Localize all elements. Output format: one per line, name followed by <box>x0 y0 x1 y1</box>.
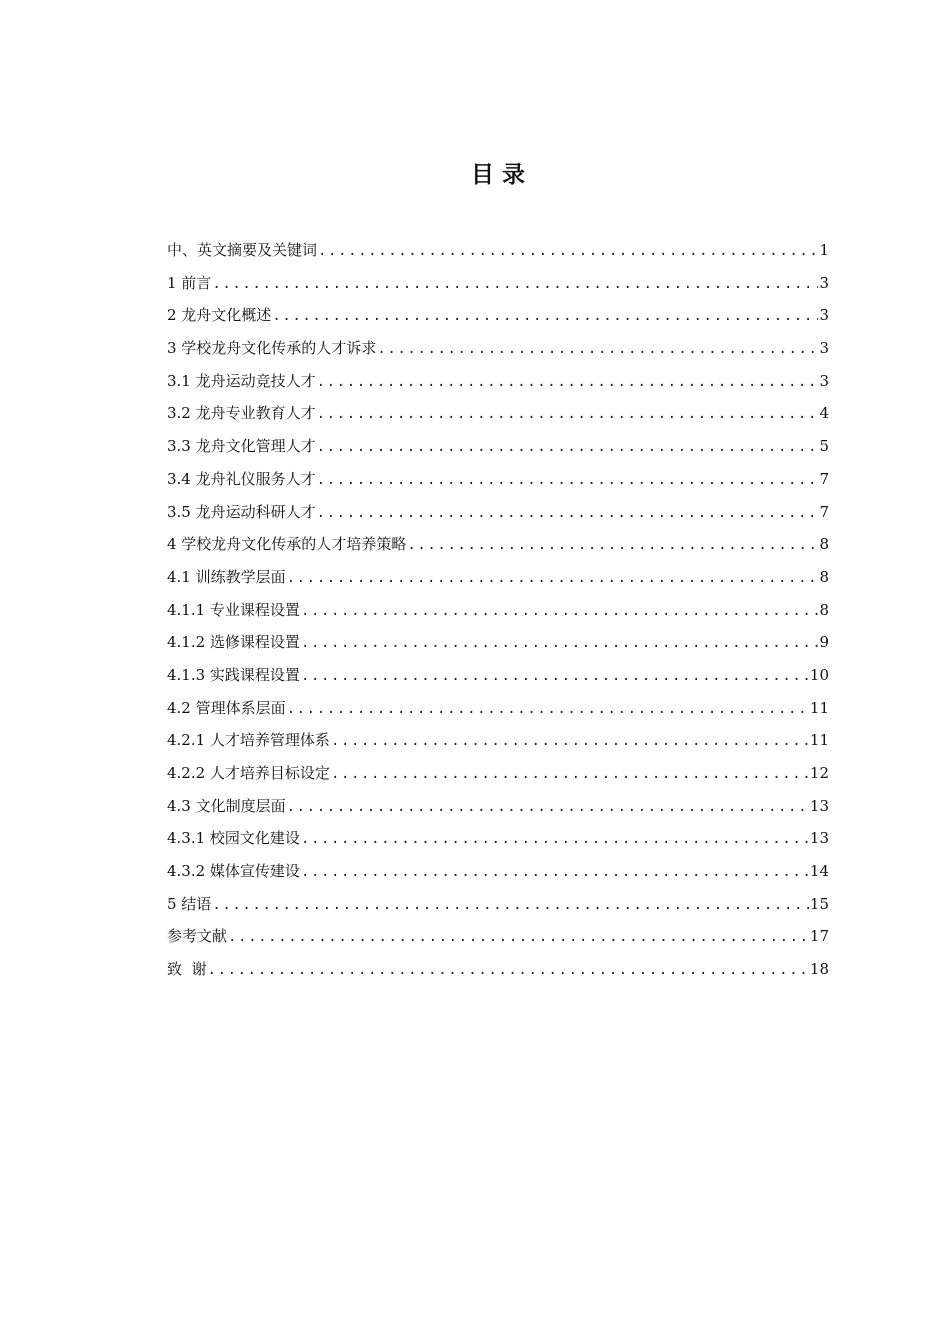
toc-entry-label: 4.1 训练教学层面 <box>167 567 286 586</box>
toc-entry[interactable] <box>167 628 829 661</box>
toc-dot-leader <box>227 923 809 951</box>
toc-dot-leader <box>211 891 809 919</box>
toc-entry-label: 4.2.2 人才培养目标设定 <box>167 764 330 782</box>
toc-entry-label: 4.1.2 选修课程设置 <box>167 633 300 652</box>
toc-dot-leader <box>316 466 819 494</box>
toc-entry-page-number: 15 <box>809 894 829 913</box>
toc-entry-label: 1 前言 <box>167 273 212 292</box>
toc-entry-label: 致 谢 <box>167 960 207 979</box>
toc-entry-label: 4.1.3 实践课程设置 <box>167 665 300 684</box>
toc-entry-label: 4 学校龙舟文化传承的人才培养策略 <box>167 535 407 554</box>
toc-entry[interactable] <box>167 890 829 923</box>
toc-dot-leader <box>406 531 818 559</box>
toc-entry[interactable] <box>167 824 829 857</box>
toc-entry-label: 2 龙舟文化概述 <box>167 306 272 325</box>
toc-entry-page-number: 12 <box>809 764 829 782</box>
toc-entry-label: 参考文献 <box>167 927 228 946</box>
toc-entry-page-number: 7 <box>819 502 829 521</box>
toc-entry-page-number: 11 <box>809 698 829 717</box>
toc-entry[interactable] <box>167 399 829 432</box>
toc-entry-page-number: 5 <box>819 437 829 456</box>
toc-dot-leader <box>316 499 819 527</box>
toc-entry-label: 4.3.2 媒体宣传建设 <box>167 862 300 881</box>
toc-dot-leader <box>300 629 819 657</box>
toc-entry[interactable] <box>167 334 829 367</box>
toc-entry-page-number: 14 <box>809 862 829 881</box>
toc-dot-leader <box>376 335 818 363</box>
toc-entry[interactable] <box>167 530 829 563</box>
toc-entry[interactable] <box>167 792 829 825</box>
toc-dot-leader <box>211 270 818 298</box>
toc-dot-leader <box>330 760 809 788</box>
toc-entry-page-number: 13 <box>809 796 829 815</box>
toc-entry-label: 3 学校龙舟文化传承的人才诉求 <box>167 339 377 358</box>
toc-entry-page-number: 10 <box>809 665 829 684</box>
toc-entry-page-number: 7 <box>819 469 829 488</box>
toc-entry-label: 4.1.1 专业课程设置 <box>167 600 300 619</box>
toc-entry[interactable] <box>167 301 829 334</box>
toc-entry[interactable] <box>167 465 829 498</box>
toc-entry[interactable] <box>167 367 829 400</box>
toc-dot-leader <box>300 597 819 625</box>
toc-entry-label: 3.4 龙舟礼仪服务人才 <box>167 469 316 488</box>
toc-entry[interactable] <box>167 563 829 596</box>
toc-entry-page-number: 9 <box>819 633 829 652</box>
toc-entry-page-number: 8 <box>819 600 829 619</box>
toc-dot-leader <box>316 433 819 461</box>
toc-dot-leader <box>316 400 819 428</box>
toc-entry-page-number: 4 <box>819 404 829 423</box>
toc-dot-leader <box>286 564 819 592</box>
toc-entry-label: 4.2.1 人才培养管理体系 <box>167 731 330 750</box>
toc-dot-leader <box>316 368 819 396</box>
toc-entry-label: 5 结语 <box>167 894 212 913</box>
toc-entry-page-number: 3 <box>819 371 829 390</box>
toc-entry-label: 3.3 龙舟文化管理人才 <box>167 437 316 456</box>
toc-entry-label: 中、英文摘要及关键词 <box>167 241 318 259</box>
toc-entry-page-number: 1 <box>819 241 829 259</box>
toc-entry[interactable] <box>167 432 829 465</box>
toc-dot-leader <box>300 825 809 853</box>
toc-dot-leader <box>286 695 809 723</box>
toc-entry-label: 4.3.1 校园文化建设 <box>167 829 300 848</box>
toc-dot-leader <box>271 302 818 330</box>
toc-dot-leader <box>300 662 809 690</box>
toc-entry[interactable] <box>167 661 829 694</box>
toc-entry[interactable] <box>167 596 829 629</box>
toc-entry-page-number: 3 <box>819 306 829 325</box>
toc-entry[interactable] <box>167 922 829 955</box>
toc-entry-label: 3.1 龙舟运动竞技人才 <box>167 371 316 390</box>
toc-entry[interactable] <box>167 498 829 531</box>
toc-entry-page-number: 3 <box>819 339 829 358</box>
toc-title: 目 录 <box>470 162 525 188</box>
toc-dot-leader <box>300 858 809 886</box>
toc-entry-label: 4.3 文化制度层面 <box>167 796 286 815</box>
toc-entry-page-number: 13 <box>809 829 829 848</box>
toc-entry[interactable] <box>167 726 829 759</box>
toc-dot-leader <box>317 237 818 265</box>
toc-entry-page-number: 3 <box>819 273 829 292</box>
toc-entry-label: 4.2 管理体系层面 <box>167 698 286 717</box>
toc-entry-page-number: 8 <box>819 567 829 586</box>
toc-dot-leader <box>330 727 809 755</box>
toc-entry[interactable] <box>167 236 829 269</box>
toc-dot-leader <box>286 793 809 821</box>
toc-entry[interactable] <box>167 269 829 302</box>
toc-entry[interactable] <box>167 759 829 792</box>
toc-entry-label: 3.5 龙舟运动科研人才 <box>167 502 316 521</box>
toc-entry[interactable] <box>167 857 829 890</box>
toc-dot-leader <box>207 956 809 984</box>
toc-entry-page-number: 17 <box>809 927 829 946</box>
toc-entry-label: 3.2 龙舟专业教育人才 <box>167 404 316 423</box>
toc-entry-page-number: 8 <box>819 535 829 554</box>
toc-entry[interactable] <box>167 955 829 988</box>
toc-entry[interactable] <box>167 694 829 727</box>
toc-list <box>167 236 829 988</box>
toc-entry-page-number: 11 <box>809 731 829 750</box>
toc-entry-page-number: 18 <box>809 960 829 979</box>
